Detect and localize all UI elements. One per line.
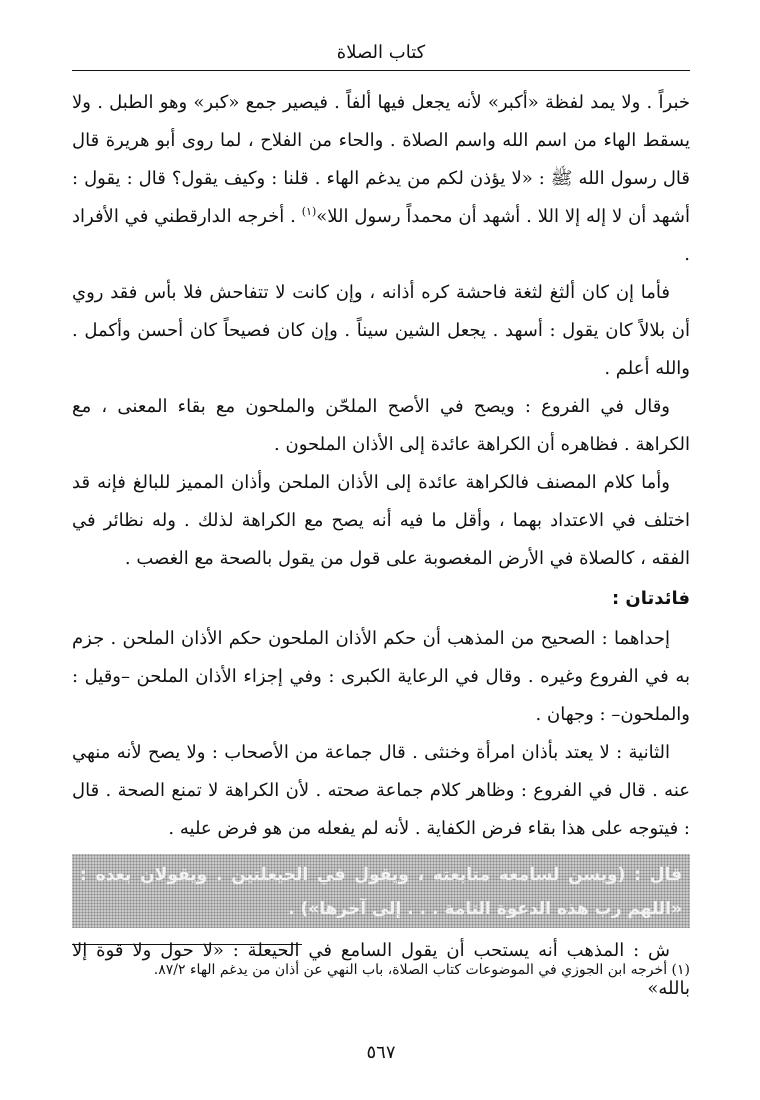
paragraph-4: وأما كلام المصنف فالكراهة عائدة إلى الأذان الملحن وأذان المميز للبالغ فإنه قد اختلف في الاعتداد بهما ، وأقل ما فيه أنه يصح مع الكراهة لذلك . وله نظائر في الفقه ، كالصلاة في الأرض المغصوبة على قول من يقول بالصحة مع الغصب . [72,472,690,569]
book-page [72,0,690,1100]
paragraph-1 [72,84,690,274]
running-header: كتاب الصلاة [336,42,426,63]
paragraph-2: فأما إن كان ألثغ لثغة فاحشة كره أذانه ، وإن كانت لا تتفاحش فلا بأس فقد روي أن بلالاً كان يقول : أسهد . يجعل الشين سيناً . وإن كان فصيحاً كان أحسن وأكمل . والله أعلم . [72,282,690,379]
section-heading: فائدتان : [611,588,690,609]
header-rule [72,70,690,71]
paragraph-1-tail: . أخرجه الدارقطني في الأفراد . [72,206,690,265]
sharh-paragraph: ش : المذهب أنه يستحب أن يقول السامع في الحيعلة : «لا حول ولا قوة إلا بالله» [72,940,690,999]
benefit-2: الثانية : لا يعتد بأذان امرأة وخنثى . قال جماعة من الأصحاب : ولا يصح لأنه منهي عنه . قال في الفروع : وظاهر كلام جماعة صحته . لأن الكراهة لا تمنع الصحة . قال : فيتوجه على هذا بقاء فرض الكفاية . لأنه لم يفعله من هو فرض عليه . [72,742,690,839]
paragraph-3: وقال في الفروع : ويصح في الأصح الملحّن والملحون مع بقاء المعنى ، مع الكراهة . فظاهره أن الكراهة عائدة إلى الأذان الملحون . [72,396,690,455]
matn-quote-block: قال : (ويسن لسامعه متابعته ، ويقول في الحيعلتين . ويقولان بعده : «اللهم رب هذه الدعوة التامة . . . إلى آخرها») . [72,854,690,928]
paragraph-1-text: خبراً . ولا يمد لفظة «أكبر» لأنه يجعل فيها ألفاً . فيصير جمع «كبر» وهو الطبل . ولا يسقط الهاء من اسم الله واسم الصلاة . والحاء من الفلاح ، لما روى أبو هريرة قال قال رسول الله ﷺ : «لا يؤذن لكم من يدغم الهاء . قلنا : وكيف يقول؟ قال : يقول : أشهد أن لا إله إلا اللا . أشهد أن محمداً رسول اللا» [72,92,690,227]
benefit-1: إحداهما : الصحيح من المذهب أن حكم الأذان الملحون حكم الأذان الملحن . جزم به في الفروع وغيره . وقال في الرعاية الكبرى : وفي إجزاء الأذان الملحن –وقيل : والملحون– : وجهان . [72,628,690,725]
footnote-marker[interactable]: (١) [301,205,317,218]
page-number: ٥٦٧ [366,1042,396,1063]
footnote: (١) أخرجه ابن الجوزي في الموضوعات كتاب الصلاة، باب النهي عن أذان من يدغم الهاء ٨٧/٢. [153,962,690,978]
footnote-rule [72,944,302,945]
page-body [72,84,690,1008]
